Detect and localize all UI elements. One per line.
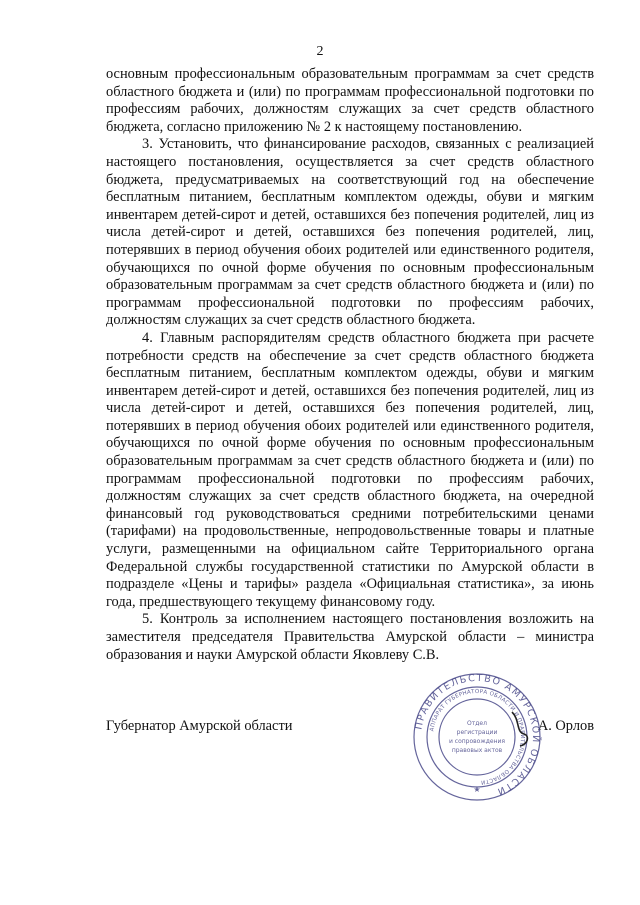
svg-text:АППАРАТ ГУБЕРНАТОРА ОБЛАСТИ И bbox=[429, 689, 525, 785]
paragraph-3: 3. Установить, что финансирование расходов, связанных с реализацией настоящего постановления, осуществляется за счет средств областного бюджета, предусматриваемых на соответствующий год на обеспечение бесплатным питанием, бесплатным комплектом одежды, обуви и мягким инвентарем детей-сирот и детей, оставшихся без попечения родителей, лиц из числа детей-сирот и детей, оставшихся без попечения родителей, лиц, потерявших в период обучения обоих родителей или единственного родителя, обучающихся по очной форме обучения по основным профессиональным образовательным программам за счет средств областного бюджета и (или) по программам профессиональной подготовки по профессиям рабочих, должностям служащих за счет средств областного бюджета. bbox=[106, 136, 594, 329]
paragraph-continuation: основным профессиональным образовательным программам за счет средств областного бюджета и (или) по программам профессиональной подготовки по профессиям рабочих, должностям служащих за счет средств областного бюджета, согласно приложению № 2 к настоящему постановлению. bbox=[106, 66, 594, 135]
signatory-name: А. Орлов bbox=[537, 718, 594, 734]
seal-outer-text: ПРАВИТЕЛЬСТВО АМУРСКОЙ ОБЛАСТИ bbox=[413, 672, 542, 798]
paragraph-5: 5. Контроль за исполнением настоящего постановления возложить на заместителя председателя Правительства Амурской области – министра образования и науки Амурской области Яковлеву С.В. bbox=[106, 611, 594, 663]
seal-star-icon: ★ bbox=[473, 785, 481, 794]
seal-center-line: Отдел bbox=[467, 720, 487, 727]
seal-center-line: регистрации bbox=[456, 729, 498, 736]
page-number: 2 bbox=[316, 44, 324, 59]
seal-inner-text: АППАРАТ ГУБЕРНАТОРА ОБЛАСТИ И ПРАВИТЕЛЬСТВА ОБЛАСТИ bbox=[429, 688, 526, 785]
signatory-position: Губернатор Амурской области bbox=[106, 718, 293, 734]
paragraph-4: 4. Главным распорядителям средств областного бюджета при расчете потребности средств на обеспечение за счет средств областного бюджета бесплатным питанием, бесплатным комплектом одежды, обуви и мягким инвентарем детей-сирот и детей, оставшихся без попечения родителей, лиц из числа детей-сирот и детей, оставшихся без попечения родителей, лиц, потерявших в период обучения обоих родителей или единственного родителя, обучающихся по очной форме обучения по основным профессиональным образовательным программам за счет средств областного бюджета и (или) по программам профессиональной подготовки по профессиям рабочих, должностям служащих за счет средств областного бюджета, на очередной финансовый год руководствоваться средними потребительскими ценами (тарифами) на продовольственные, непродовольственные товары и платные услуги, размещенными на официальном сайте Территориального органа Федеральной службы государственной статистики по Амурской области в подразделе «Цены и тарифы» раздела «Официальная статистика», за июнь года, предшествующего текущему финансовому году. bbox=[106, 329, 594, 610]
document-body bbox=[106, 66, 594, 664]
seal-center-line: и сопровождения bbox=[448, 738, 506, 745]
seal-center-line: правовых актов bbox=[451, 747, 503, 754]
official-seal bbox=[412, 672, 542, 802]
